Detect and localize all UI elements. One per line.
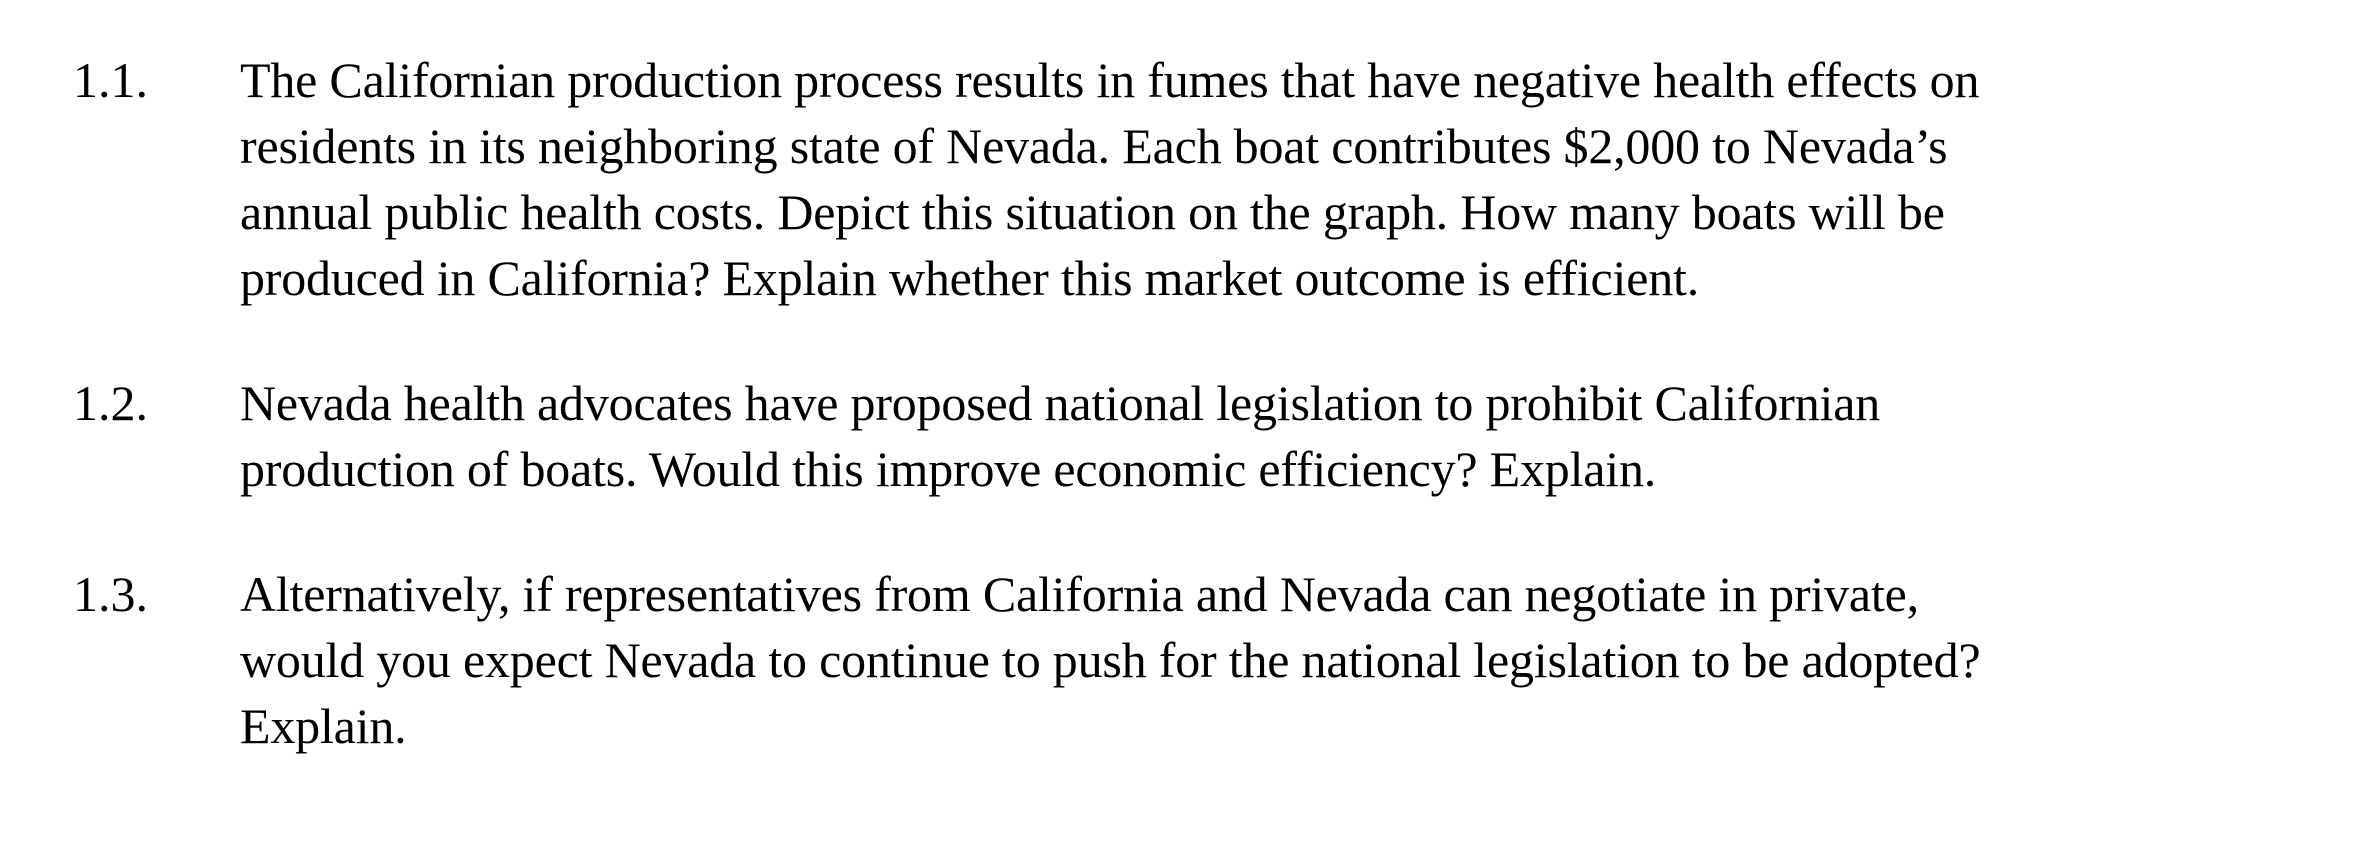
question-number: 1.1.: [73, 52, 148, 108]
question-text-line: Alternatively, if representatives from California and Nevada can negotiate in private,: [240, 566, 1919, 622]
question-number: 1.2.: [73, 375, 148, 431]
question-text-line: Explain.: [240, 698, 407, 754]
question-text: [240, 47, 2340, 311]
question-text-line: produced in California? Explain whether this market outcome is efficient.: [240, 250, 1700, 306]
question-text-line: Nevada health advocates have proposed national legislation to prohibit Californian: [240, 375, 1881, 431]
question-text-line: annual public health costs. Depict this situation on the graph. How many boats will be: [240, 184, 1945, 240]
question-text: [240, 370, 2340, 502]
question-text-line: The Californian production process results in fumes that have negative health effects on: [240, 52, 1980, 108]
question-text-line: would you expect Nevada to continue to push for the national legislation to be adopted?: [240, 632, 1981, 688]
question-text: [240, 561, 2340, 759]
question-text-line: residents in its neighboring state of Nevada. Each boat contributes $2,000 to Nevada’s: [240, 118, 1948, 174]
question-text-line: production of boats. Would this improve economic efficiency? Explain.: [240, 441, 1657, 497]
question-number: 1.3.: [73, 566, 148, 622]
